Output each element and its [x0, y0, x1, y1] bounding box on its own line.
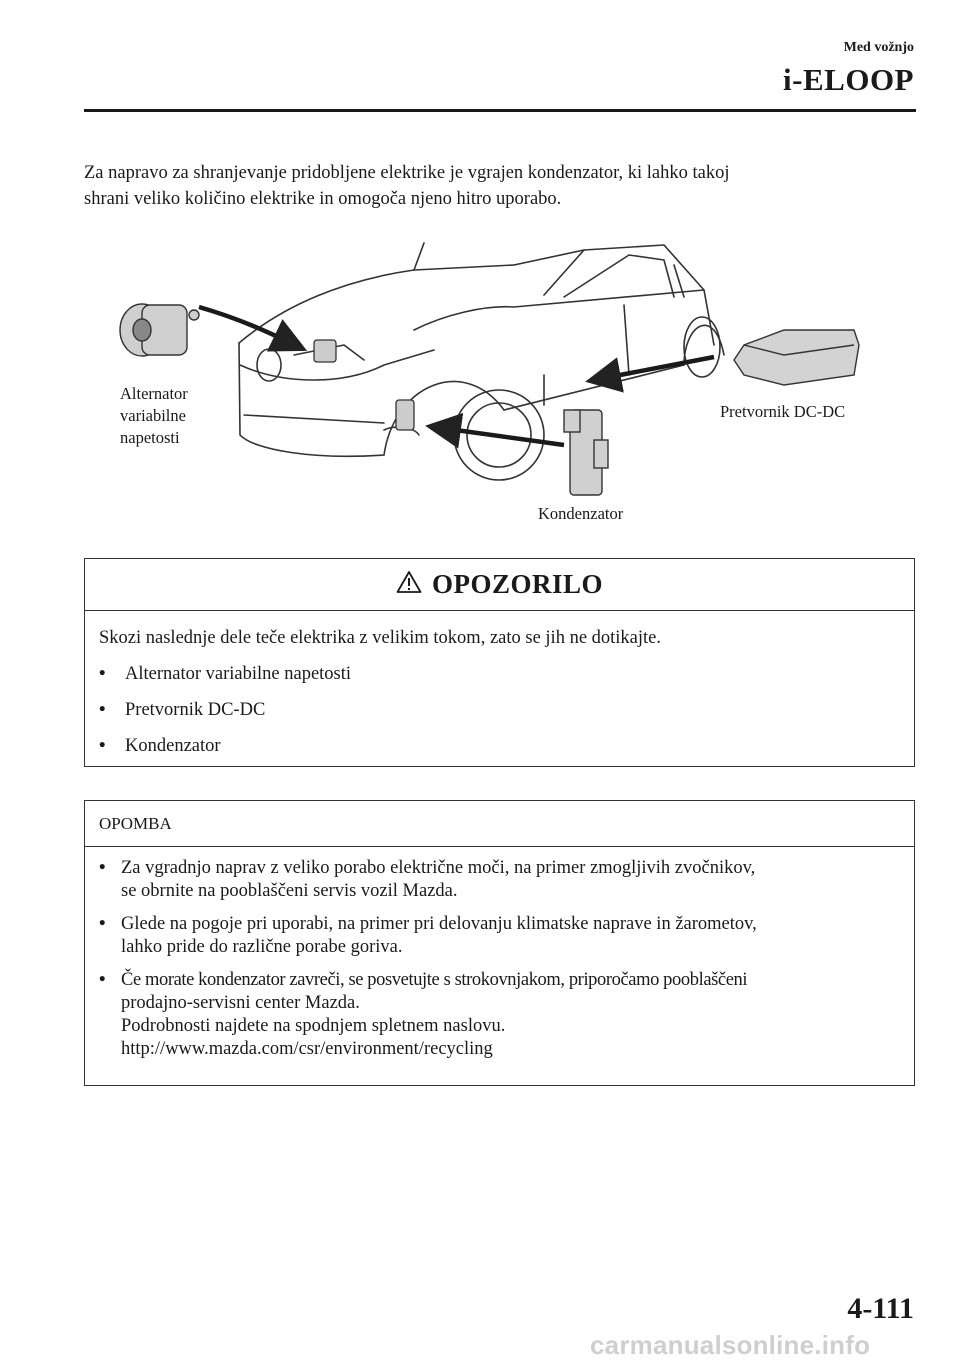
car-side-outline	[239, 343, 384, 456]
intro-line-1: Za napravo za shranjevanje pridobljene elektrike je vgrajen kondenzator, ki lahko takoj	[84, 163, 730, 183]
bullet-mark: •	[99, 914, 106, 934]
warning-item-alternator: Alternator variabilne napetosti	[125, 664, 352, 684]
note-box	[84, 800, 915, 1086]
bullet-mark: •	[99, 970, 106, 990]
bullet-mark: •	[99, 736, 106, 756]
note-header: OPOMBA	[85, 801, 914, 847]
chapter-title: i-ELOOP	[783, 62, 914, 97]
warning-item-capacitor: Kondenzator	[125, 736, 221, 756]
header-rule	[84, 109, 916, 112]
intro-line-2: shrani veliko količino elektrike in omogoča njeno hitro uporabo.	[84, 189, 562, 209]
warning-box	[84, 558, 915, 767]
bullet-mark: •	[99, 858, 106, 878]
list-item	[99, 661, 900, 687]
list-item	[99, 857, 900, 903]
dcdc-label: Pretvornik DC-DC	[720, 402, 846, 421]
list-item	[99, 697, 900, 723]
dcdc-arrow	[594, 357, 714, 380]
page-number: 4-111	[847, 1292, 914, 1325]
watermark: carmanualsonline.info	[590, 1330, 871, 1360]
note-item-text: Za vgradnjo naprav z veliko porabo električne moči, na primer zmogljivih zvočnikov, se obrnite na pooblaščeni servis vozil Mazda.	[121, 858, 756, 901]
alternator-label: Alternator variabilne napetosti	[120, 384, 188, 447]
warning-item-dcdc: Pretvornik DC-DC	[125, 700, 266, 720]
warning-triangle-icon	[396, 570, 422, 599]
warning-header	[85, 559, 914, 611]
car-illustration	[84, 235, 916, 535]
list-item	[99, 733, 900, 759]
capacitor-drawing	[564, 410, 608, 495]
warning-intro: Skozi naslednje dele teče elektrika z velikim tokom, zato se jih ne dotikajte.	[99, 628, 662, 648]
recycling-url: http://www.mazda.com/csr/environment/recycling	[121, 1039, 493, 1059]
alternator-drawing	[120, 304, 199, 356]
note-item-text: Če morate kondenzator zavreči, se posvetujte s strokovnjakom, priporočamo pooblaščeni prodajno-servisni center Mazda. Podrobnosti najdete na spodnjem spletnem naslovu. http://www.mazda.com/csr/environment/recycling	[121, 969, 900, 1061]
section-label: Med vožnjo	[843, 40, 914, 55]
dcdc-drawing	[734, 330, 859, 385]
car-hood-outline	[239, 265, 514, 343]
bullet-mark: •	[99, 700, 106, 720]
note-item-text: Glede na pogoje pri uporabi, na primer pri delovanju klimatske naprave in žarometov, lahko pride do različne porabe goriva.	[121, 914, 757, 957]
capacitor-label: Kondenzator	[538, 504, 624, 523]
note-body	[85, 847, 914, 1061]
intro-paragraph	[84, 160, 914, 212]
list-item	[99, 969, 900, 1061]
eloop-figure	[84, 235, 916, 535]
warning-body	[85, 611, 914, 759]
alternator-arrow	[199, 307, 299, 347]
list-item	[99, 913, 900, 959]
bullet-mark: •	[99, 664, 106, 684]
warning-title: OPOZORILO	[431, 569, 604, 599]
